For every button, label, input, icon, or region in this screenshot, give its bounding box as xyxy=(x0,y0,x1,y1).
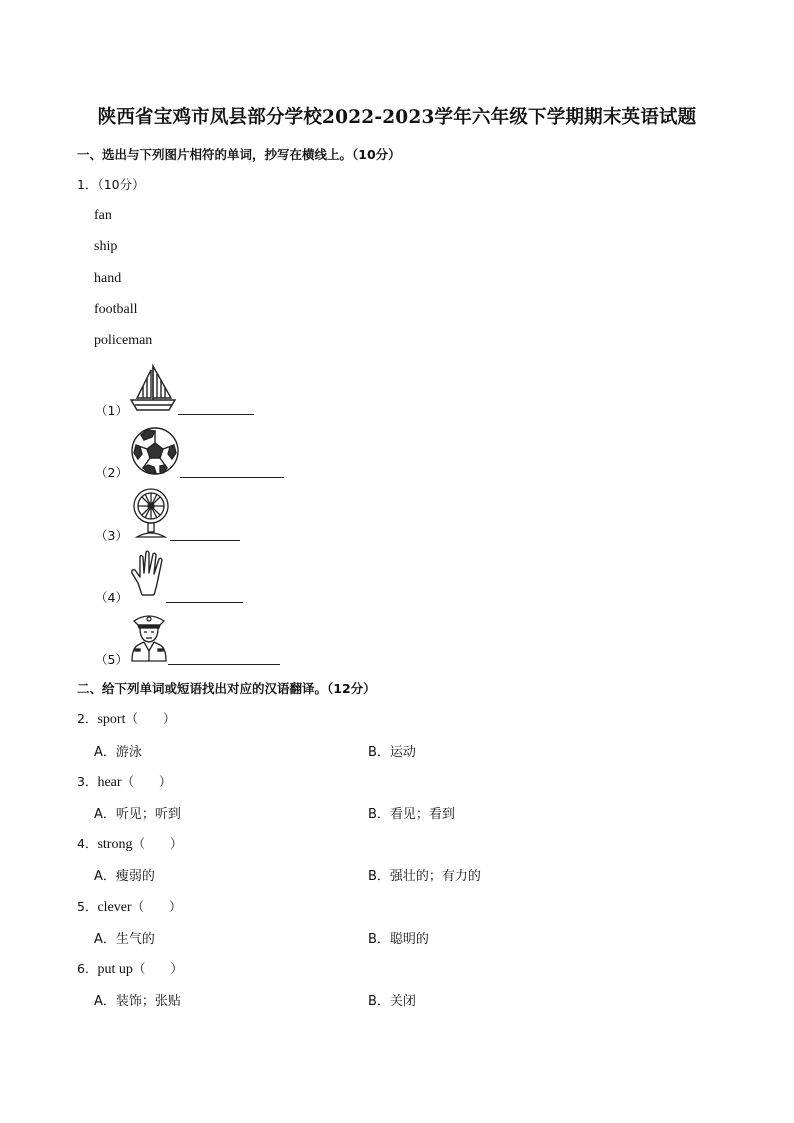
option-a[interactable]: A．游泳 xyxy=(94,745,142,760)
answer-parentheses[interactable]: （ ） xyxy=(131,899,182,914)
electric-fan-icon xyxy=(129,487,173,539)
question-number: 3． xyxy=(77,774,98,789)
word-option: fan xyxy=(94,208,112,223)
question-word: hear xyxy=(97,775,122,790)
policeman-icon xyxy=(128,611,170,663)
question-3 xyxy=(77,772,172,791)
question-number: 2． xyxy=(77,711,98,726)
option-b[interactable]: B．聪明的 xyxy=(368,932,429,947)
option-b[interactable]: B．看见；看到 xyxy=(368,807,455,822)
answer-blank-4[interactable] xyxy=(166,602,243,603)
item-number: （3） xyxy=(95,528,128,543)
section-1-heading: 一、选出与下列图片相符的单词，抄写在横线上。（10分） xyxy=(77,147,401,162)
question-number: 4． xyxy=(77,836,98,851)
option-a[interactable]: A．装饰；张贴 xyxy=(94,994,181,1009)
item-number: （2） xyxy=(95,465,128,480)
question-word: sport xyxy=(97,712,126,727)
answer-blank-3[interactable] xyxy=(170,540,240,541)
item-number: （1） xyxy=(95,403,128,418)
option-b[interactable]: B．强壮的；有力的 xyxy=(368,869,481,884)
answer-parentheses[interactable]: （ ） xyxy=(125,711,176,726)
word-option: policeman xyxy=(94,333,153,348)
question-2 xyxy=(77,709,175,728)
question-number: 5． xyxy=(77,899,98,914)
option-a[interactable]: A．瘦弱的 xyxy=(94,869,155,884)
item-number: （4） xyxy=(95,590,128,605)
option-b[interactable]: B．关闭 xyxy=(368,994,416,1009)
football-icon xyxy=(130,426,180,476)
word-option: ship xyxy=(94,239,118,254)
question-4 xyxy=(77,834,182,853)
option-a[interactable]: A．听见；听到 xyxy=(94,807,181,822)
answer-blank-2[interactable] xyxy=(180,477,284,478)
hand-icon xyxy=(128,549,168,599)
answer-parentheses[interactable]: （ ） xyxy=(132,961,183,976)
word-option: football xyxy=(94,302,138,317)
answer-parentheses[interactable]: （ ） xyxy=(121,774,172,789)
answer-blank-5[interactable] xyxy=(168,664,280,665)
question-1-label: 1．（10分） xyxy=(77,177,145,192)
word-option: hand xyxy=(94,271,122,286)
question-word: put up xyxy=(97,962,133,977)
option-a[interactable]: A．生气的 xyxy=(94,932,155,947)
question-5 xyxy=(77,897,182,916)
question-6 xyxy=(77,959,183,978)
answer-blank-1[interactable] xyxy=(178,414,254,415)
option-b[interactable]: B．运动 xyxy=(368,745,416,760)
question-word: strong xyxy=(97,837,133,852)
page-title: 陕西省宝鸡市凤县部分学校2022-2023学年六年级下学期期末英语试题 xyxy=(97,107,697,128)
sailboat-icon xyxy=(129,362,177,414)
item-number: （5） xyxy=(95,652,128,667)
question-word: clever xyxy=(97,900,132,915)
section-2-heading: 二、给下列单词或短语找出对应的汉语翻译。（12分） xyxy=(77,681,376,696)
answer-parentheses[interactable]: （ ） xyxy=(132,836,183,851)
question-number: 6． xyxy=(77,961,98,976)
